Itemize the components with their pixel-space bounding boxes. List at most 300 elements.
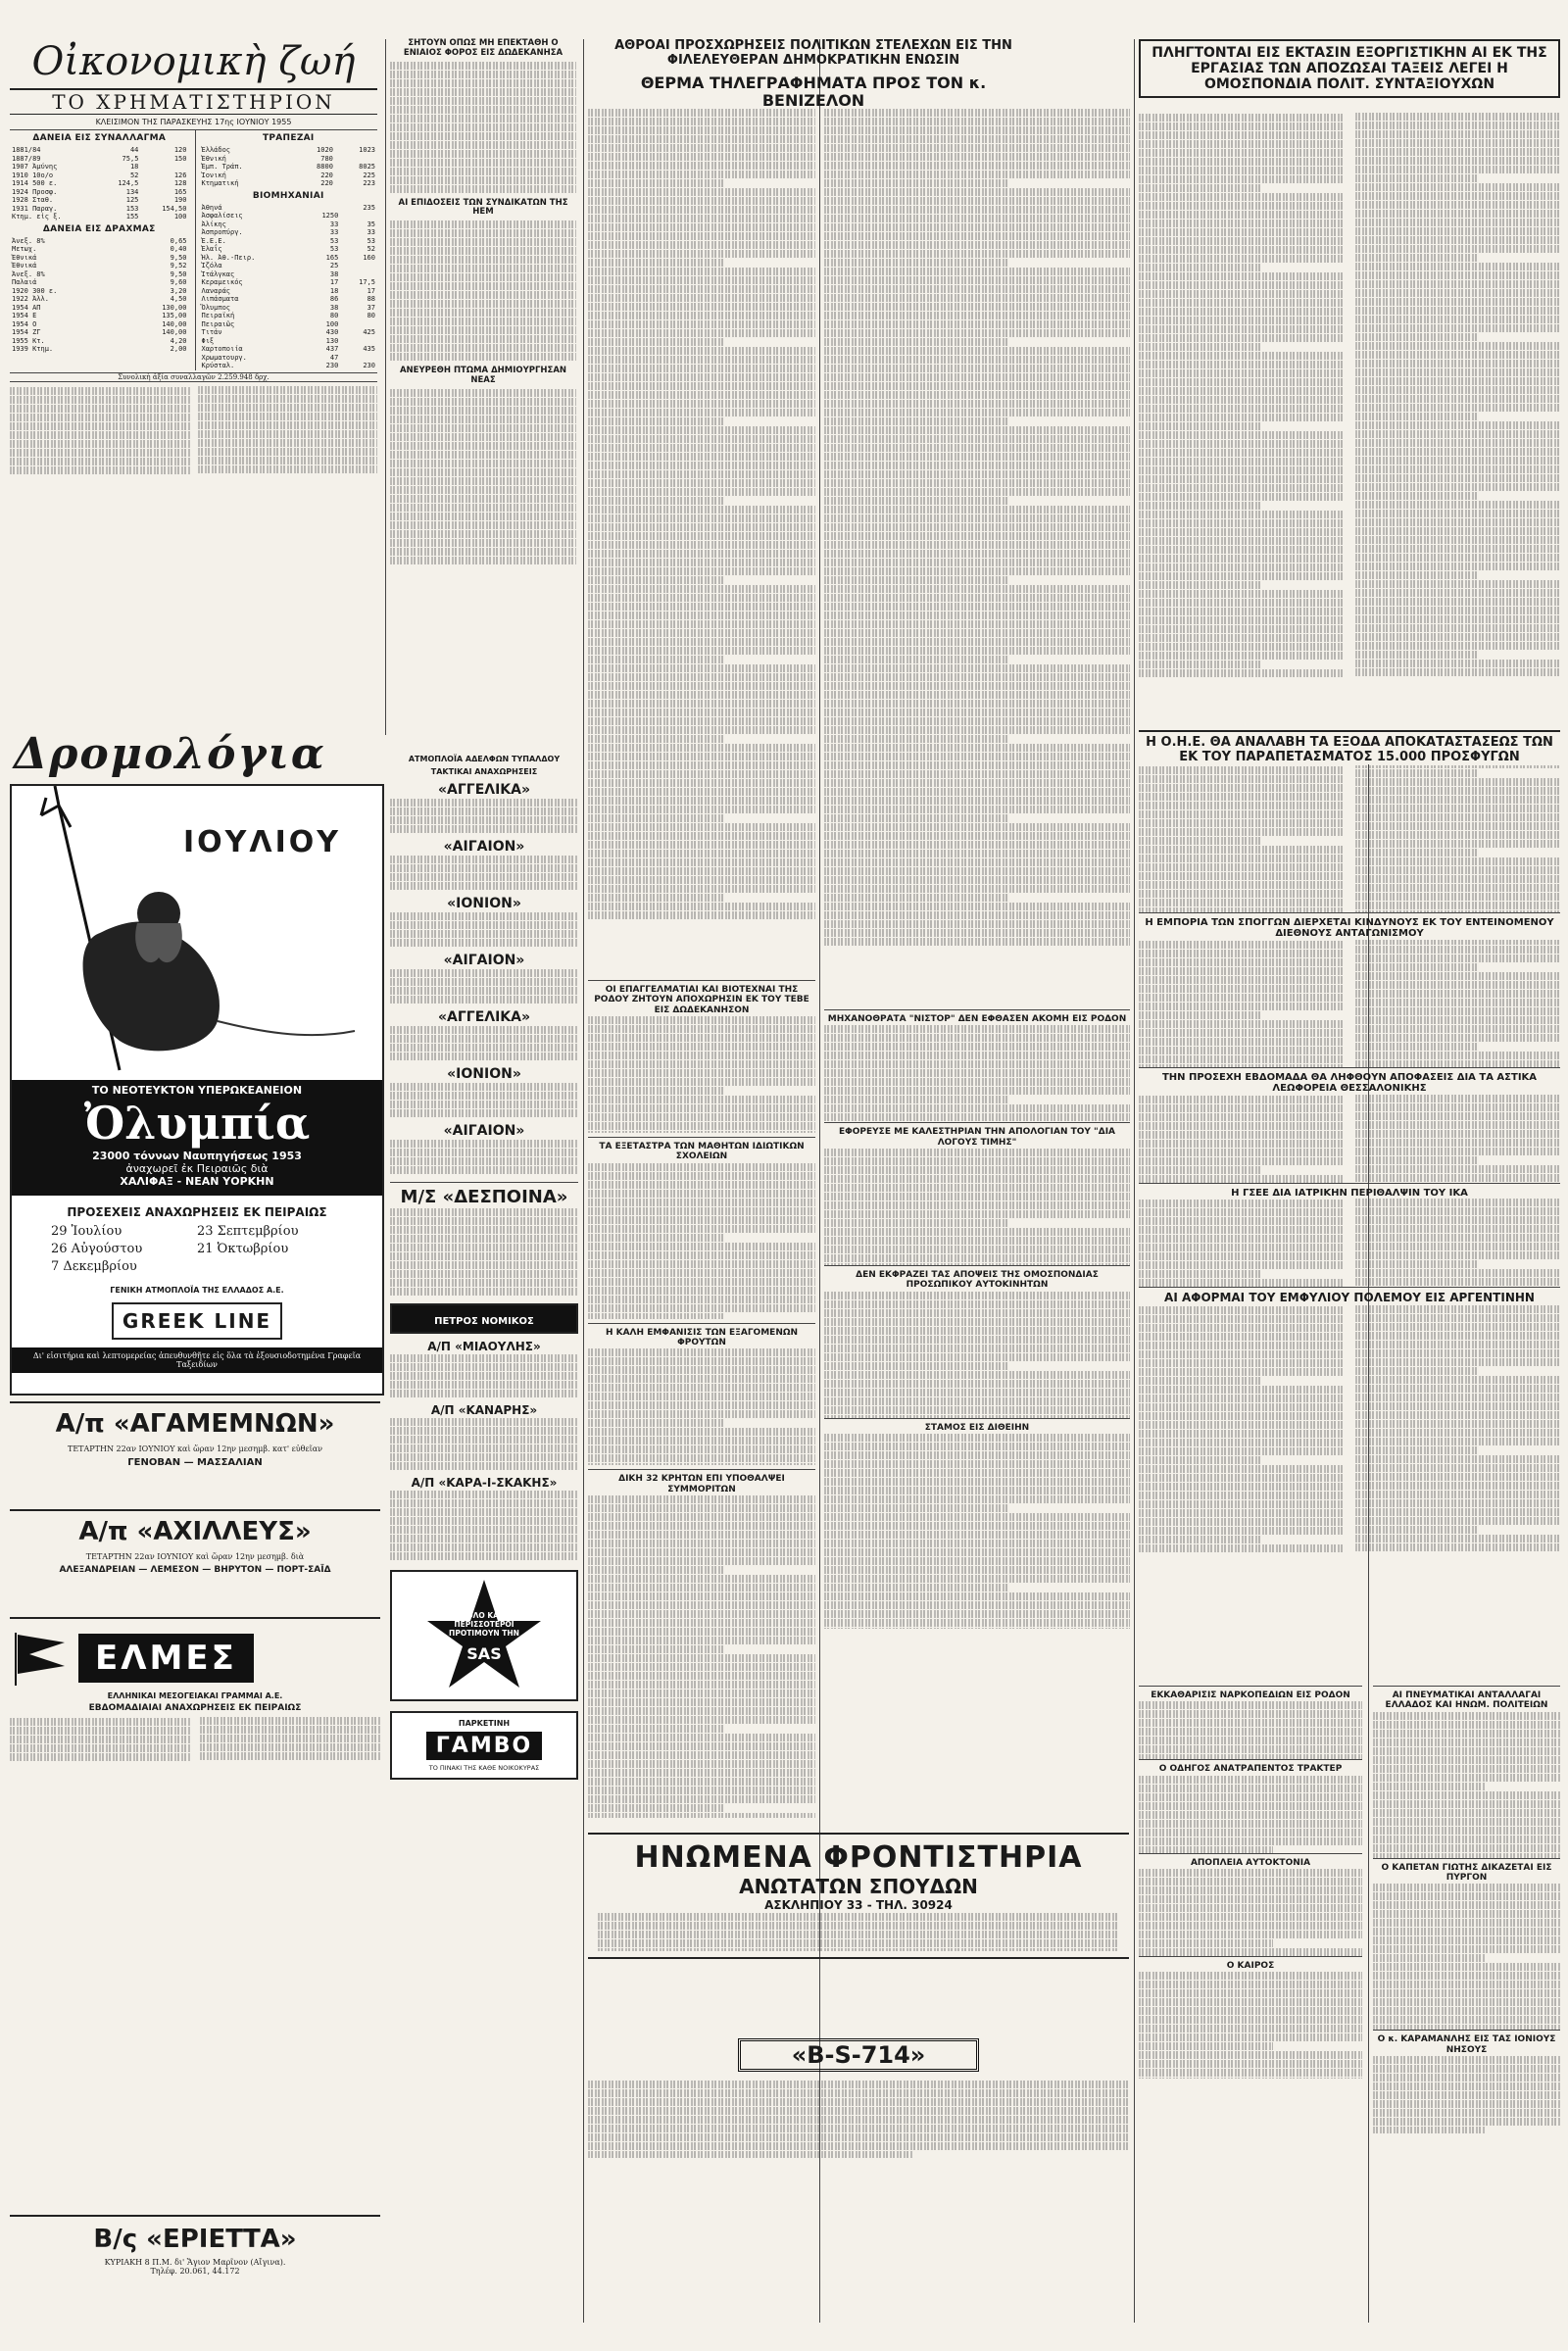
text-line [1139,608,1344,615]
text-line [1355,787,1560,795]
row-value: 155 [125,213,139,220]
text-line [588,761,815,769]
headline-nistor: ΜΗΧΑΝΟΘΡΑΤΑ "ΝΙΣΤΟΡ" ΔΕΝ ΕΦΘΑΣΕΝ ΑΚΟΜΗ ΕΙΣ ΡΟΔΟΝ [824,1009,1130,1024]
departure-date: 21 Ὀκτωβρίου [197,1242,289,1256]
row-value: 17 [367,286,375,295]
text-line [1139,1913,1362,1921]
olympia-desc-3: ΧΑΛΙΦΑΞ - ΝΕΑΝ ΥΟΡΚΗΝ [120,1175,274,1188]
text-line [1355,219,1560,226]
row-value: 8025 [359,163,375,171]
text-line [824,761,1130,769]
text-line [1139,1447,1344,1455]
row-value: 425 [363,328,375,336]
headline-karamanlis: Ο κ. ΚΑΡΑΜΑΝΛΗΣ ΕΙΣ ΤΑΣ ΙΟΝΙΟΥΣ ΝΗΣΟΥΣ [1373,2030,1560,2055]
text-line [824,329,1130,337]
text-line [1355,1411,1560,1419]
text-line [1139,1315,1344,1323]
text-line [588,1304,815,1312]
row-label: 1954 ΑΠ [12,303,41,312]
text-line [1355,289,1560,297]
row-label: 1920 300 ε. [12,286,58,295]
text-line [1139,299,1344,307]
text-line [1373,1809,1560,1817]
text-line [588,814,724,822]
text-line [824,885,1130,893]
text-line [1139,264,1261,271]
text-line [824,391,1130,399]
text-line [588,788,815,796]
text-line [588,1199,815,1206]
text-line [1139,1989,1362,1997]
text-line [1139,581,1261,589]
text-line [1373,1783,1486,1790]
text-line [824,541,1130,549]
text-line [824,920,1130,928]
text-line [824,409,1130,416]
row-value: 225 [363,171,375,179]
loan-drachma-row [10,337,189,346]
text-line [1355,236,1560,244]
text-line [824,1087,1130,1095]
frontistiria-title: ΗΝΩΜΕΝΑ ΦΡΟΝΤΙΣΤΗΡΙΑ [634,1840,1083,1875]
text-line [1139,563,1344,571]
text-line [824,1619,1130,1627]
text-line [588,1269,815,1277]
text-line [824,1434,1130,1442]
text-line [588,356,815,364]
text-line [824,1504,1007,1512]
text-line [1355,1234,1560,1242]
text-line [824,1246,1130,1253]
text-line [824,1548,1130,1556]
text-line [824,523,1130,531]
miaoulis-name: Α/Π «ΜΙΑΟΥΛΗΣ» [427,1340,541,1353]
text-line [588,629,815,637]
text-line [588,1060,815,1068]
text-line [824,1389,1130,1396]
schedule-ship-name: «ΑΙΓΑΙΟΝ» [443,839,525,855]
row-label: Τιτάν [201,328,222,336]
industry-row [200,278,378,287]
text-line [1355,1278,1560,1286]
industry-row [200,262,378,270]
text-line [1139,140,1344,148]
text-line [1139,1003,1344,1010]
text-line [1139,863,1344,871]
text-line [588,1601,815,1609]
text-line [1139,616,1344,624]
loans-fx-table [10,146,189,221]
text-line [588,435,815,443]
text-line [1139,599,1344,607]
loan-drachma-row [10,328,189,337]
text-line [1139,1386,1344,1394]
text-line [1355,201,1560,209]
text-line [588,1025,815,1033]
row-value: 190 [173,196,187,204]
text-line [1139,369,1344,377]
text-line [1355,527,1560,535]
row-value: 17 [329,278,339,286]
text-line [1355,1052,1560,1059]
text-line [824,250,1130,258]
text-line [1139,669,1344,677]
row-value: 35 [367,220,375,228]
text-line [598,1939,1119,1947]
row-value: 0,65 [170,236,187,245]
departure-date: 23 Σεπτεμβρίου [197,1224,299,1239]
text-line [1373,1972,1560,1980]
row-value: 25 [329,262,339,269]
text-line [1139,1802,1362,1810]
headline-dodecanese-tax: ΣΗΤΟΥΝ ΟΠΩΣ ΜΗ ΕΠΕΚΤΑΘΗ Ο ΕΝΙΑΙΟΣ ΦΟΡΟΣ ΕΙΣ ΔΩΔΕΚΑΝΗΣΑ [403,38,564,58]
row-label: Πειραϊκή [201,312,235,319]
text-line [1373,1919,1560,1927]
text-line [824,1513,1130,1521]
erietta-tel: Τηλέφ. 20.061, 44.172 [150,2267,240,2276]
text-line [588,2125,1129,2132]
text-line [588,1357,815,1365]
elmes-logo [78,1634,254,1683]
text-line [588,417,724,425]
text-line [588,612,815,619]
text-line [1355,1349,1560,1357]
text-line [824,1610,1130,1618]
text-line [1355,642,1560,650]
achilleus-route: ΑΛΕΞΑΝΔΡΕΙΑΝ — ΛΕΜΕΣΟΝ — ΒΗΡΥΤΟΝ — ΠΟΡΤ-ΣΑΪΔ [59,1565,331,1575]
text-line [588,1795,815,1803]
frontistiria-ad [588,1833,1129,1959]
row-value: 140,00 [162,328,187,336]
row-value: 4,20 [170,336,187,345]
text-line [1355,981,1560,989]
schedule-ship-name: «ΑΙΓΑΙΟΝ» [443,953,525,968]
text-line [824,1318,1130,1326]
text-line [1139,1235,1344,1243]
loan-drachma-row [10,320,189,329]
text-line [824,506,1130,514]
row-value: 53 [329,245,339,253]
text-line [1355,148,1560,156]
text-line [1139,308,1344,316]
text-line [824,1451,1130,1459]
text-line [1139,1261,1344,1269]
text-line [824,382,1130,390]
text-line [588,259,724,267]
text-line [588,770,815,778]
text-line [598,1913,1119,1921]
text-line [1139,2078,1362,2079]
text-line [1139,967,1344,975]
row-value: 124,5 [118,179,139,187]
text-line [1139,881,1344,889]
schedule-ship-name: «ΙΟΝΙΟΝ» [447,896,521,911]
text-line [588,638,815,646]
text-line [588,391,815,399]
loan-drachma-row [10,254,189,263]
elmes-ad [10,1617,380,1762]
text-line [1373,1963,1560,1971]
text-line [824,585,1130,593]
text-line [1139,643,1344,651]
text-line [1139,167,1344,174]
text-line [824,753,1130,760]
text-line [588,735,724,743]
text-line [588,506,815,514]
text-line [588,2116,1129,2124]
text-line [1139,1403,1344,1411]
text-line [588,1384,815,1392]
text-line [1355,990,1560,998]
row-label: Ἰονική [201,171,226,179]
text-line [1355,1464,1560,1472]
schedules-subheading: ΤΑΚΤΙΚΑΙ ΑΝΑΧΩΡΗΣΕΙΣ [430,767,538,776]
text-line [588,620,815,628]
text-line [1355,1376,1560,1384]
text-line [588,841,815,849]
text-line [1355,263,1560,270]
row-value: 18 [129,163,139,171]
row-label: Κρύσταλ. [201,362,235,369]
text-line [1139,255,1344,263]
text-line [1355,580,1560,588]
text-line [588,885,815,893]
bank-row [200,171,378,180]
schedule-ship-name: «ΑΙΓΑΙΟΝ» [443,1123,525,1139]
text-line [824,1540,1130,1547]
text-line [1139,1719,1362,1727]
row-label: Ἐθνική [201,154,226,163]
text-line [588,1663,815,1671]
frontistiria-subtitle: ΑΝΩΤΑΤΩΝ ΣΠΟΥΔΩΝ [739,1875,978,1898]
text-line [1139,1456,1261,1464]
schedule-ship-details [390,912,578,947]
text-line [1355,1016,1560,1024]
sas-ad [390,1570,578,1701]
text-line [1139,352,1344,360]
row-label: 1954 ΖΓ [12,328,41,336]
text-line [588,1393,815,1400]
text-line [1355,307,1560,315]
text-line [824,1397,1130,1405]
text-line [1373,2065,1560,2073]
row-value: 230 [325,362,339,369]
headline-sponges: Η ΕΜΠΟΡΙΑ ΤΩΝ ΣΠΟΓΓΩΝ ΔΙΕΡΧΕΤΑΙ ΚΙΝΔΥΝΟΥΣ ΕΚ ΤΟΥ ΕΝΤΕΙΝΟΜΕΝΟΥ ΔΙΕΘΝΟΥΣ ΑΝΤΑΓΩΝΙΣΜΟΥ [1139,912,1560,940]
text-line [1355,280,1560,288]
text-line [1139,122,1344,130]
text-line [588,1069,815,1077]
row-value [340,354,377,363]
text-line [1355,1508,1560,1516]
text-line [1373,1827,1560,1835]
headline-main: ΑΘΡΟΑΙ ΠΡΟΣΧΩΡΗΣΕΙΣ ΠΟΛΙΤΙΚΩΝ ΣΤΕΛΕΧΩΝ ΕΙΣ ΤΗΝ ΦΙΛΕΛΕΥΘΕΡΑΝ ΔΗΜΟΚΡΑΤΙΚΗΝ ΕΝΩΣΙΝ [614,38,1012,68]
row-label: Ἐθνικά [12,253,37,262]
text-line [824,197,1130,205]
text-line [824,1443,1130,1450]
text-line [1373,2016,1560,2024]
text-line [588,1366,815,1374]
text-line [1355,545,1560,553]
text-line [588,911,815,919]
column-four-lower [824,1009,1130,1629]
text-line [588,576,724,584]
text-line [1355,1394,1560,1401]
text-line [1355,386,1560,394]
text-line [824,294,1130,302]
headline-fruits: Η ΚΑΛΗ ΕΜΦΑΝΙΣΙΣ ΤΩΝ ΕΞΑΓΟΜΕΝΩΝ ΦΡΟΥΤΩΝ [588,1323,815,1348]
text-line [588,171,815,178]
headline-argentina: ΑΙ ΑΦΟΡΜΑΙ ΤΟΥ ΕΜΦΥΛΙΟΥ ΠΟΛΕΜΟΥ ΕΙΣ ΑΡΓΕΝΤΙΝΗΝ [1139,1287,1560,1305]
text-line [824,453,1130,461]
text-line [588,1375,815,1383]
text-line [1355,633,1560,641]
text-line [588,241,815,249]
text-line [1355,430,1560,438]
text-line [588,903,815,910]
text-line [1139,1829,1362,1837]
text-line [588,1787,815,1794]
text-line [588,1181,815,1189]
text-line [824,903,1130,910]
text-line [588,347,815,355]
text-line [1355,1535,1560,1543]
column-rule [1134,39,1135,2323]
text-line [588,656,724,663]
bs714-badge [738,2038,979,2072]
text-line [588,1313,724,1319]
text-line [1355,999,1560,1006]
text-line [588,1751,815,1759]
text-line [1139,1754,1362,1759]
text-line [1139,1270,1261,1278]
text-line [824,726,1130,734]
text-line [1139,281,1344,289]
text-line [588,1495,815,1503]
text-line [1355,955,1560,962]
text-line [1355,271,1560,279]
row-value: 75,5 [122,154,139,163]
text-line [1139,899,1344,906]
text-line [1139,1439,1344,1446]
text-line [1139,1244,1344,1251]
row-value: 0,40 [170,245,187,253]
text-line [588,268,815,275]
text-line [1355,1499,1560,1507]
text-line [588,1734,815,1741]
text-line [824,118,1130,125]
text-line [824,550,1130,558]
text-line [588,1681,815,1689]
text-line [588,1104,815,1112]
row-value: 126 [173,171,187,179]
text-line [824,259,1007,267]
text-line [824,241,1130,249]
text-line [1355,192,1560,200]
text-line [1355,483,1560,491]
text-line [1355,1225,1560,1233]
text-line [824,162,1130,170]
text-line [1139,994,1344,1002]
industry-row [200,328,378,337]
olympia-banner-text: ΤΟ ΝΕΟΤΕΥΚΤΟΝ ΥΠΕΡΩΚΕΑΝΕΙΟΝ [91,1084,303,1097]
text-line [1139,775,1344,783]
row-label: 1910 10ο/ο [12,171,54,179]
sas-text: ΟΛΟ ΚΑΙ ΠΕΡΙΣΣΟΤΕΡΟΙ ΠΡΟΤΙΜΟΥΝ ΤΗΝ [449,1611,519,1638]
industry-row [200,362,378,370]
schedule-ship-details [390,1083,578,1117]
text-line [1373,1747,1560,1755]
row-value: 38 [329,269,339,278]
text-line [824,638,1130,646]
text-line [1139,1175,1344,1183]
headline-prosopiki: ΔΕΝ ΕΚΦΡΑΖΕΙ ΤΑΣ ΑΠΟΨΕΙΣ ΤΗΣ ΟΜΟΣΠΟΝΔΙΑΣ ΠΡΟΣΩΠΙΚΟΥ ΑΥΤΟΚΙΝΗΤΩΝ [824,1265,1130,1291]
text-line [1139,1324,1344,1332]
text-line [1355,849,1478,857]
text-line [1139,1359,1344,1367]
text-line [588,1207,815,1215]
text-line [824,1584,1007,1592]
row-value: 435 [363,345,375,353]
text-line [1139,396,1344,404]
text-line [1355,227,1560,235]
text-line [1355,518,1560,526]
text-line [588,1216,815,1224]
text-line [824,1380,1130,1388]
text-line [824,1575,1130,1583]
text-line [588,709,815,716]
row-label: Ἰτάλγκας [201,269,235,278]
text-line [1355,183,1560,191]
text-line [598,1948,1119,1951]
text-line [824,1149,1130,1156]
text-line [1139,1395,1344,1402]
industry-row [200,237,378,246]
text-line [1355,831,1560,839]
row-label: 1955 Κτ. [12,336,45,345]
text-line [1139,1895,1362,1903]
text-line [824,797,1130,805]
text-line [588,1672,815,1680]
text-line [1355,1341,1560,1348]
text-line [1355,963,1478,971]
text-line [1355,1473,1560,1481]
text-line [1355,1358,1560,1366]
row-value: 33 [329,220,339,228]
text-line [1139,387,1344,395]
bank-row [200,179,378,188]
departures-title: ΠΡΟΣΕΧΕΙΣ ΑΝΑΧΩΡΗΣΕΙΣ ΕΚ ΠΕΙΡΑΙΩΣ [67,1205,327,1219]
text-line [588,1016,815,1024]
agamemnon-ad [10,1401,380,1468]
text-line [1139,1492,1344,1499]
text-line [1139,1157,1344,1165]
text-line [824,1025,1130,1033]
headline-tractor: Ο ΟΔΗΓΟΣ ΑΝΑΤΡΑΠΕΝΤΟΣ ΤΡΑΚΤΕΡ [1139,1759,1362,1774]
row-value: 154,50 [162,204,187,213]
text-line [1139,528,1344,536]
text-line [1139,828,1344,836]
row-value: 44 [129,146,139,154]
text-line [588,797,815,805]
row-label: Ἐθνικά [12,262,37,269]
banks-title: ΤΡΑΠΕΖΑΙ [262,133,315,143]
text-line [1139,475,1344,483]
text-line [824,858,1130,866]
text-line [824,488,1130,496]
row-label: Μετωχ. [12,245,37,253]
text-line [824,285,1130,293]
text-line [1355,421,1560,429]
